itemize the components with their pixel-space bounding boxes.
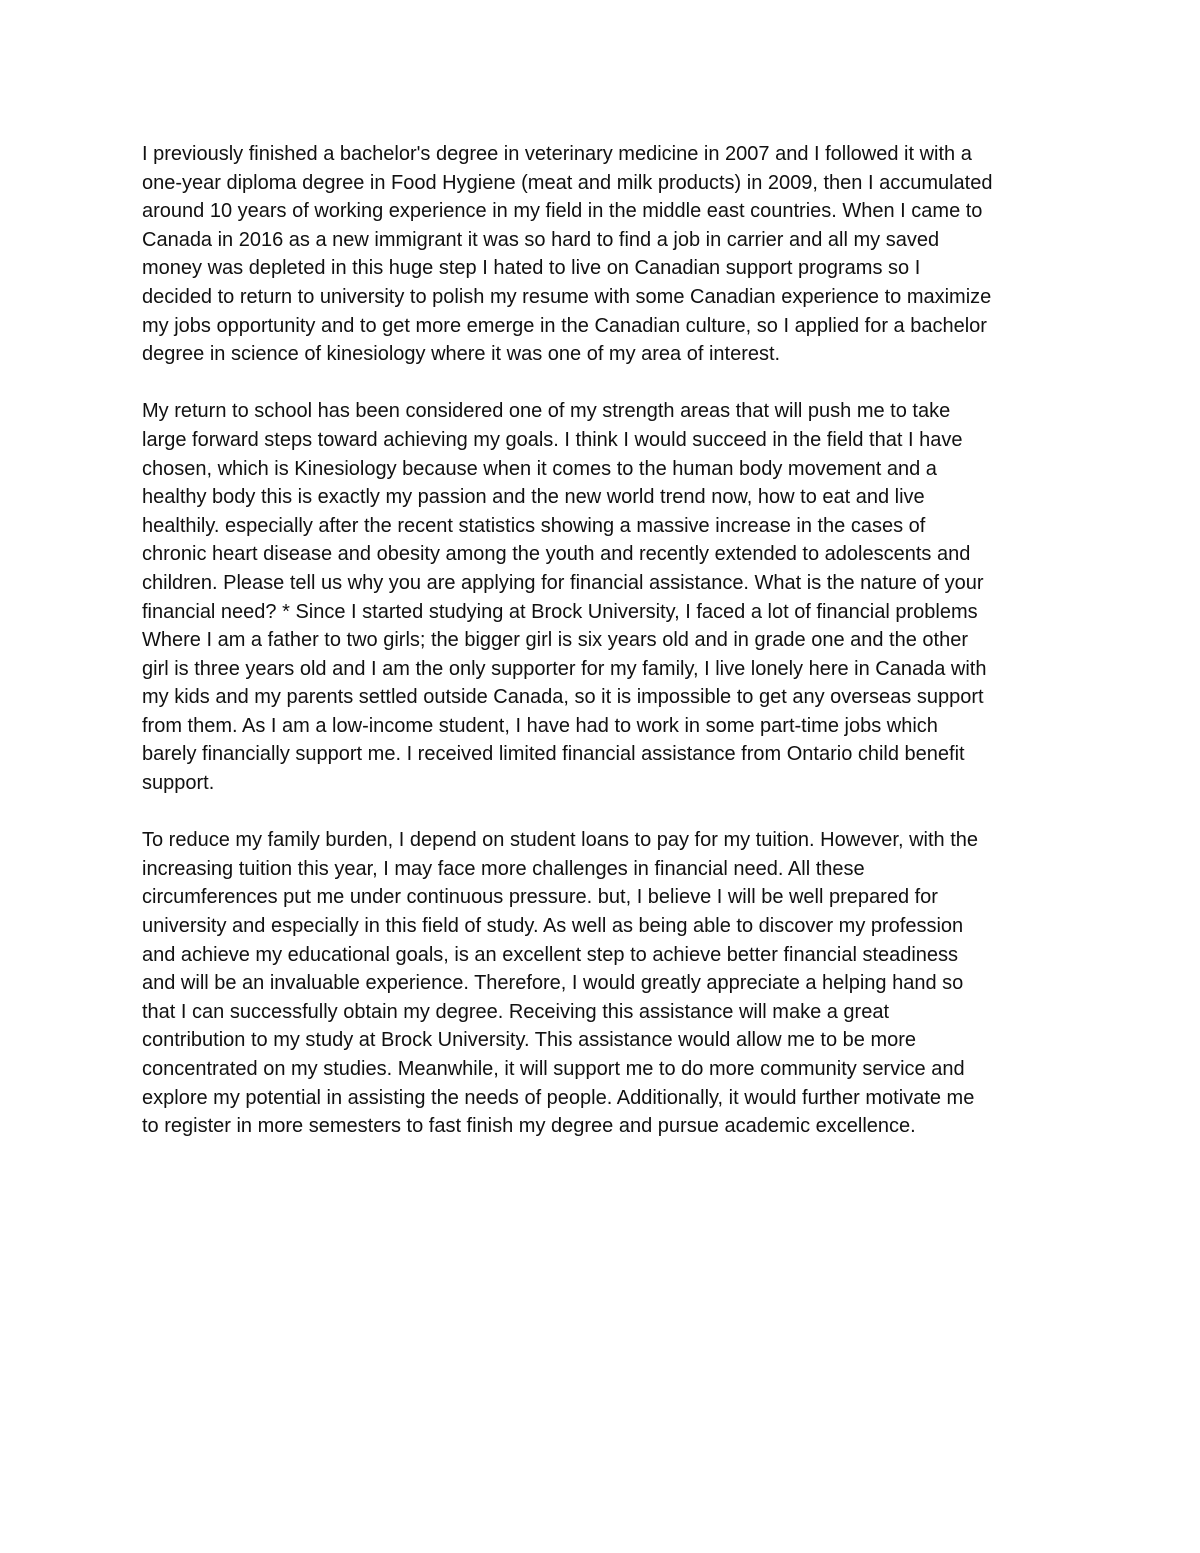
text-line: To reduce my family burden, I depend on student loans to pay for my tuition. However, with the [142,829,979,852]
text-line: circumferences put me under continuous pressure. but, I believe I will be well prepared for [142,886,938,909]
text-line: I previously finished a bachelor's degree in veterinary medicine in 2007 and I followed it with a [142,143,972,165]
text-line: large forward steps toward achieving my goals. I think I would succeed in the field that I have [142,428,963,451]
text-line: to register in more semesters to fast finish my degree and pursue academic excellence. [142,1115,916,1138]
text-line: increasing tuition this year, I may face more challenges in financial need. All these [142,857,865,880]
text-line: my jobs opportunity and to get more emerge in the Canadian culture, so I applied for a bachelor [142,314,987,337]
text-line: degree in science of kinesiology where it was one of my area of interest. [142,343,781,366]
text-line: healthily. especially after the recent statistics showing a massive increase in the cases of [142,514,926,537]
text-line: chosen, which is Kinesiology because when it comes to the human body movement and a [142,457,937,480]
text-line: chronic heart disease and obesity among the youth and recently extended to adolescents and [142,543,971,566]
text-line: from them. As I am a low-income student, I have had to work in some part-time jobs which [142,714,938,737]
text-line: girl is three years old and I am the only supporter for my family, I live lonely here in Canada with [142,657,987,680]
text-line: explore my potential in assisting the needs of people. Additionally, it would further motivate me [142,1086,975,1109]
text-line: barely financially support me. I received limited financial assistance from Ontario child benefit [142,743,965,766]
text-line: that I can successfully obtain my degree. Receiving this assistance will make a great [142,1000,890,1023]
text-line: Where I am a father to two girls; the bigger girl is six years old and in grade one and the other [142,629,968,652]
text-line: one-year diploma degree in Food Hygiene (meat and milk products) in 2009, then I accumulated [142,171,993,194]
text-line: and achieve my educational goals, is an excellent step to achieve better financial steadiness [142,943,959,966]
text-line: concentrated on my studies. Meanwhile, it will support me to do more community service and [142,1058,965,1080]
text-line: decided to return to university to polish my resume with some Canadian experience to maximize [142,285,992,308]
text-line: and will be an invaluable experience. Therefore, I would greatly appreciate a helping hand so [142,972,964,995]
text-line: contribution to my study at Brock University. This assistance would allow me to be more [142,1029,917,1052]
text-line: My return to school has been considered one of my strength areas that will push me to take [142,400,951,423]
paragraph-gap [142,369,1062,398]
text-line: support. [142,772,215,795]
paragraph-1 [142,140,1062,369]
text-line: healthy body this is exactly my passion and the new world trend now, how to eat and live [142,486,925,509]
paragraph-gap [142,798,1062,827]
paragraph-3 [142,826,1062,1141]
document-body [142,140,1062,1141]
text-line: around 10 years of working experience in my field in the middle east countries. When I came to [142,200,983,223]
text-line: financial need? * Since I started studying at Brock University, I faced a lot of financial problems [142,600,978,623]
paragraph-2 [142,397,1062,797]
text-line: Canada in 2016 as a new immigrant it was so hard to find a job in carrier and all my saved [142,228,940,251]
text-line: university and especially in this field of study. As well as being able to discover my profession [142,915,964,938]
text-line: children. Please tell us why you are applying for financial assistance. What is the nature of your [142,571,984,594]
text-line: my kids and my parents settled outside Canada, so it is impossible to get any overseas support [142,686,984,709]
text-line: money was depleted in this huge step I hated to live on Canadian support programs so I [142,257,921,280]
